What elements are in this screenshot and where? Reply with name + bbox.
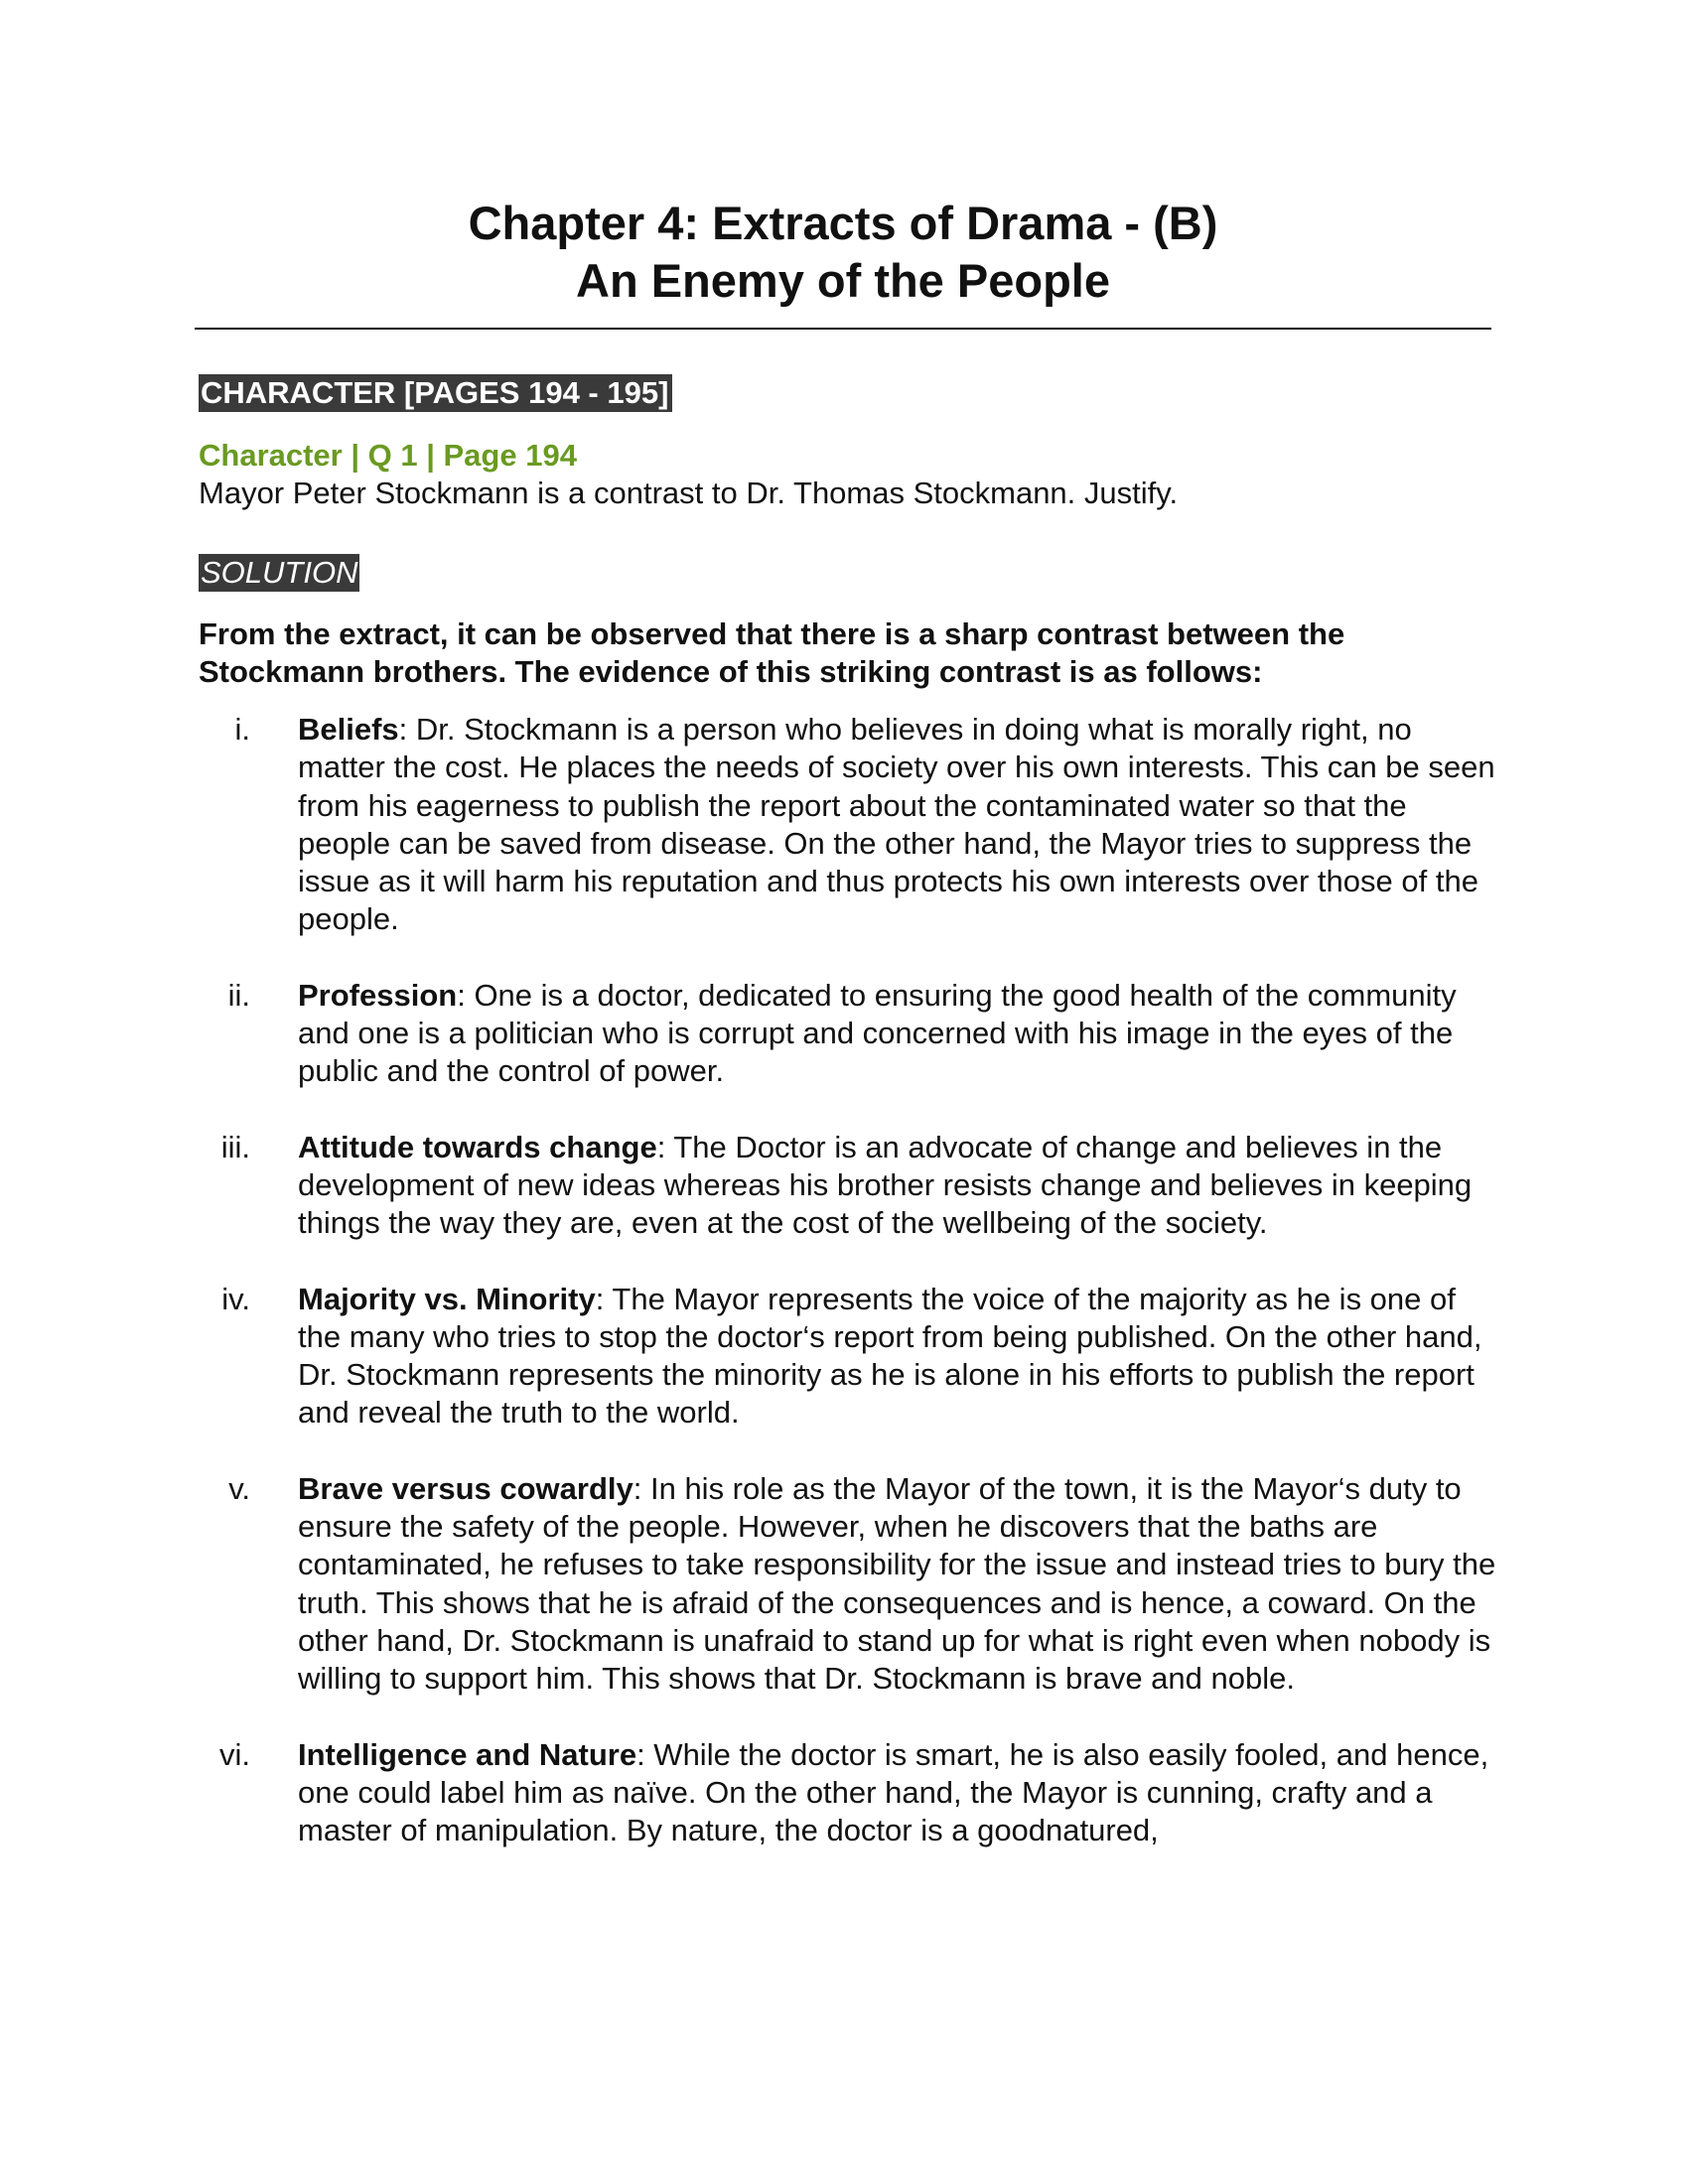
list-numeral: v. xyxy=(228,1470,250,1506)
page-title xyxy=(195,195,1491,310)
list-term: Beliefs xyxy=(298,712,399,747)
list-text: : Dr. Stockmann is a person who believes in doing what is morally right, no matter the cost. He places the needs of society over his own interests. This can be seen from his eagerness to publish the report about the contaminated water so that the people can be saved from disease. On the other hand, the Mayor tries to suppress the issue as it will harm his reputation and thus protects his own interests over those of the people. xyxy=(298,712,1495,937)
list-term: Majority vs. Minority xyxy=(298,1281,596,1316)
title-divider xyxy=(195,328,1491,330)
list-term: Intelligence and Nature xyxy=(298,1736,637,1772)
list-text: : The Mayor represents the voice of the majority as he is one of the many who tries to stop the doctor‘s report from being published. On the other hand, Dr. Stockmann represents the minority as he is alone in his efforts to publish the report and reveal the truth to the world. xyxy=(298,1281,1482,1431)
list-item xyxy=(199,1736,1499,1850)
list-numeral: vi. xyxy=(219,1736,250,1772)
list-text: : The Doctor is an advocate of change and believes in the development of new ideas whereas his brother resists change and believes in keeping things the way they are, even at the cost of the wellbeing of the society. xyxy=(298,1129,1473,1241)
list-term: Profession xyxy=(298,977,458,1013)
question-label: Character | Q 1 | Page 194 xyxy=(199,438,577,473)
question-text: Mayor Peter Stockmann is a contrast to Dr. Thomas Stockmann. Justify. xyxy=(199,476,1179,510)
list-term: Attitude towards change xyxy=(298,1129,657,1164)
list-numeral: iv. xyxy=(221,1281,250,1316)
list-item xyxy=(199,711,1499,939)
section-header: CHARACTER [PAGES 194 - 195] xyxy=(199,374,672,412)
list-numeral: i. xyxy=(234,712,250,747)
play-title: An Enemy of the People xyxy=(576,254,1110,307)
list-item xyxy=(199,1470,1499,1699)
contrast-list xyxy=(199,711,1499,1887)
list-item xyxy=(199,1129,1499,1243)
solution-intro: From the extract, it can be observed that there is a sharp contrast between the Stockmann brothers. The evidence of this striking contrast is as follows: xyxy=(199,616,1345,689)
list-numeral: ii. xyxy=(227,977,250,1013)
list-item xyxy=(199,977,1499,1091)
list-numeral: iii. xyxy=(220,1129,250,1164)
list-term: Brave versus cowardly xyxy=(298,1470,633,1506)
list-text: : One is a doctor, dedicated to ensuring the good health of the community and one is a politician who is corrupt and concerned with his image in the eyes of the public and the control of power. xyxy=(298,977,1457,1089)
list-text: : In his role as the Mayor of the town, it is the Mayor‘s duty to ensure the safety of the people. However, when he discovers that the baths are contaminated, he refuses to take responsibility for the issue and instead tries to bury the truth. This shows that he is afraid of the consequences and is hence, a coward. On the other hand, Dr. Stockmann is unafraid to stand up for what is right even when nobody is willing to support him. This shows that Dr. Stockmann is brave and noble. xyxy=(298,1470,1496,1697)
chapter-title: Chapter 4: Extracts of Drama - (B) xyxy=(468,197,1218,249)
list-text: : While the doctor is smart, he is also easily fooled, and hence, one could label him as naïve. On the other hand, the Mayor is cunning, crafty and a master of manipulation. By nature, the doctor is a goodnatured, xyxy=(298,1736,1489,1848)
solution-badge: SOLUTION xyxy=(201,555,358,590)
list-item xyxy=(199,1281,1499,1433)
